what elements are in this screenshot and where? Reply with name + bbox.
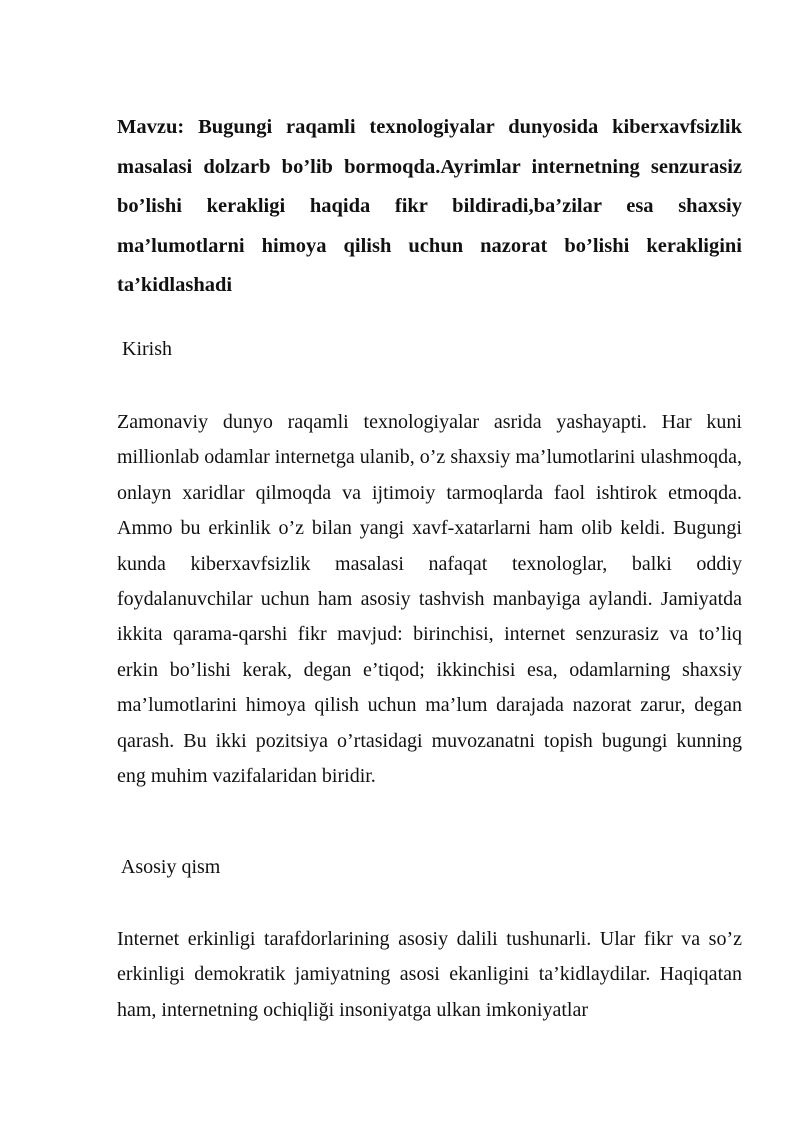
document-topic: Mavzu: Bugungi raqamli texnologiyalar dunyosida kiberxavfsizlik masalasi dolzarb bo’lib bormoqda.Ayrimlar internetning senzurasiz bo’lishi kerakligi haqida fikr bildiradi,ba’zilar esa shaxsiy ma’lumotlarni himoya qilish uchun nazorat bo’lishi kerakligini ta’kidlashadi <box>117 116 742 296</box>
section-paragraph-intro: Zamonaviy dunyo raqamli texnologiyalar asrida yashayapti. Har kuni millionlab odamlar internetga ulanib, o’z shaxsiy ma’lumotlarini ulashmoqda, onlayn xaridlar qilmoqda va ijtimoiy tarmoqlarda faol ishtirok etmoqda. Ammo bu erkinlik o’z bilan yangi xavf-xatarlarni ham olib keldi. Bugungi kunda kiberxavfsizlik masalasi nafaqat texnologlar, balki oddiy foydalanuvchilar uchun ham asosiy tashvish manbayiga aylandi. Jamiyatda ikkita qarama-qarshi fikr mavjud: birinchisi, internet senzurasiz va to’liq erkin bo’lishi kerak, degan e’tiqod; ikkinchisi esa, odamlarning shaxsiy ma’lumotlarini himoya qilish uchun ma’lum darajada nazorat zarur, degan qarash. Bu ikki pozitsiya o’rtasidagi muvozanatni topish bugungi kunning eng muhim vazifalaridan biridir. <box>117 411 742 788</box>
section-paragraph-main: Internet erkinligi tarafdorlarining asosiy dalili tushunarli. Ular fikr va so’z erkinligi demokratik jamiyatning asosi ekanligini ta’kidlaydilar. Haqiqatan ham, internetning ochiqliği insoniyatga ulkan imkoniyatlar <box>117 928 742 1021</box>
section-heading-main: Asosiy qism <box>117 856 221 878</box>
section-heading-intro: Kirish <box>117 338 172 360</box>
